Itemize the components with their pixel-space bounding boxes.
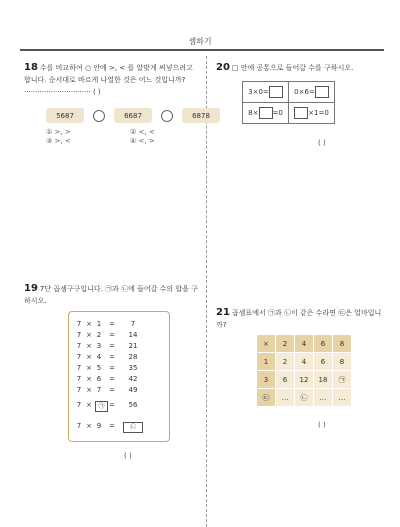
table-cell: × <box>257 335 276 353</box>
question-text: □ 안에 공통으로 들어갈 수를 구하시오. <box>231 64 354 72</box>
equation-text: ×1=0 <box>308 109 329 117</box>
table-cell: 8 <box>333 353 352 371</box>
page-title: 셈하기 <box>188 37 212 46</box>
equation-text: 3×0= <box>248 88 269 96</box>
product: 14 <box>128 331 138 339</box>
equation-cell <box>289 103 335 124</box>
factor: 1 <box>96 320 102 328</box>
factor: 7 <box>76 401 82 409</box>
blank-box[interactable] <box>315 86 329 98</box>
question-text: 곱셈표에서 ㉠과 ㉡이 같은 수라면 ㉢은 얼마입니까? <box>216 309 382 329</box>
question-text: 수를 비교하여 ○ 안에 >, < 를 알맞게 써넣으려고 합니다. 순서대로 바르게 나열한 것은 어느 것입니까? ······························ ( ) <box>24 64 193 96</box>
table-cell: … <box>333 389 352 407</box>
operator: × <box>86 353 92 361</box>
question-18 <box>24 62 200 98</box>
answer-blank[interactable]: ( ) <box>318 139 326 147</box>
product: 42 <box>128 375 138 383</box>
factor: 7 <box>96 386 102 394</box>
header-rule <box>20 49 384 51</box>
equals: = <box>109 422 115 430</box>
choice-item[interactable]: ② <, < <box>130 128 155 136</box>
equals: = <box>109 401 115 409</box>
equals: = <box>109 364 115 372</box>
table-cell: 2 <box>276 353 295 371</box>
factor: 7 <box>76 386 82 394</box>
table-cell: … <box>314 389 333 407</box>
choice-list <box>46 128 214 146</box>
product: 49 <box>128 386 138 394</box>
answer-blank[interactable]: ( ) <box>124 452 132 460</box>
table-cell: … <box>276 389 295 407</box>
number-box: 6878 <box>182 108 220 123</box>
compare-row <box>46 108 220 123</box>
operator: × <box>86 364 92 372</box>
operator: × <box>86 331 92 339</box>
table-row <box>75 320 145 328</box>
column-divider <box>206 56 207 527</box>
unknown-box <box>95 401 103 412</box>
table-cell: ㉢ <box>257 389 276 407</box>
equals: = <box>109 342 115 350</box>
product: 35 <box>128 364 138 372</box>
table-cell: 6 <box>314 353 333 371</box>
equation-text: 0×6= <box>294 88 315 96</box>
blank-box[interactable] <box>259 107 273 119</box>
factor: 7 <box>76 353 82 361</box>
question-20 <box>216 62 386 74</box>
equation-cell <box>243 103 289 124</box>
question-number: 19 <box>24 283 38 294</box>
choice-item[interactable]: ① >, > <box>46 128 71 136</box>
operator: × <box>86 386 92 394</box>
choice-item[interactable]: ④ <, > <box>130 137 155 145</box>
number-box: 6687 <box>114 108 152 123</box>
operator: × <box>86 401 92 409</box>
equation-text: =0 <box>272 109 283 117</box>
factor: 2 <box>96 331 102 339</box>
table-cell: 8 <box>333 335 352 353</box>
blank-box[interactable] <box>294 107 308 119</box>
factor: 9 <box>96 422 102 430</box>
table-cell: ㉠ <box>333 371 352 389</box>
table-cell: 6 <box>314 335 333 353</box>
factor: 7 <box>76 342 82 350</box>
factor: 7 <box>76 320 82 328</box>
factor: 3 <box>96 342 102 350</box>
operator: × <box>86 375 92 383</box>
symbol-a-box[interactable]: ㉠ <box>95 401 108 412</box>
factor: 6 <box>96 375 102 383</box>
table-cell: 3 <box>257 371 276 389</box>
product: 7 <box>130 320 136 328</box>
choice-item[interactable]: ③ >, < <box>46 137 71 145</box>
unknown-box <box>121 422 145 433</box>
question-number: 18 <box>24 62 38 73</box>
factor: 7 <box>76 331 82 339</box>
table-cell: 6 <box>276 371 295 389</box>
blank-box[interactable] <box>269 86 283 98</box>
table-cell: ㉡ <box>295 389 314 407</box>
table-row <box>75 386 145 394</box>
table-cell: 2 <box>276 335 295 353</box>
equation-text: 8× <box>248 109 259 117</box>
factor: 4 <box>96 353 102 361</box>
equals: = <box>109 331 115 339</box>
factor: 5 <box>96 364 102 372</box>
operator: × <box>86 320 92 328</box>
table-row <box>75 375 145 383</box>
question-19 <box>24 283 200 307</box>
equation-cell <box>289 82 335 103</box>
operator: × <box>86 422 92 430</box>
table-cell: 12 <box>295 371 314 389</box>
equals: = <box>109 386 115 394</box>
table-row <box>75 342 145 350</box>
factor: 7 <box>76 375 82 383</box>
table-cell: 1 <box>257 353 276 371</box>
product: 21 <box>128 342 138 350</box>
question-21 <box>216 307 386 331</box>
product: 28 <box>128 353 138 361</box>
product: 56 <box>128 401 138 409</box>
question-text: 7단 곱셈구구입니다. ㉠과 ㉡에 들어갈 수의 합을 구하시오. <box>24 285 198 305</box>
answer-circle[interactable] <box>93 110 105 122</box>
equals: = <box>109 320 115 328</box>
table-cell: 4 <box>295 353 314 371</box>
table-row <box>75 422 145 433</box>
factor: 7 <box>76 364 82 372</box>
table-row <box>75 364 145 372</box>
number-box: 5687 <box>46 108 84 123</box>
table-cell: 18 <box>314 371 333 389</box>
multiplication-table <box>256 334 352 407</box>
equals: = <box>109 375 115 383</box>
symbol-b-box[interactable]: ㉡ <box>123 422 143 433</box>
answer-circle[interactable] <box>161 110 173 122</box>
table-cell: 4 <box>295 335 314 353</box>
table-row <box>75 401 145 412</box>
operator: × <box>86 342 92 350</box>
table-row <box>75 353 145 361</box>
equals: = <box>109 353 115 361</box>
question-number: 21 <box>216 307 230 318</box>
times-table-card <box>68 311 170 442</box>
equation-cell <box>243 82 289 103</box>
answer-blank[interactable]: ( ) <box>318 421 326 429</box>
table-row <box>75 331 145 339</box>
equation-table <box>242 81 335 124</box>
question-number: 20 <box>216 62 230 73</box>
factor: 7 <box>76 422 82 430</box>
